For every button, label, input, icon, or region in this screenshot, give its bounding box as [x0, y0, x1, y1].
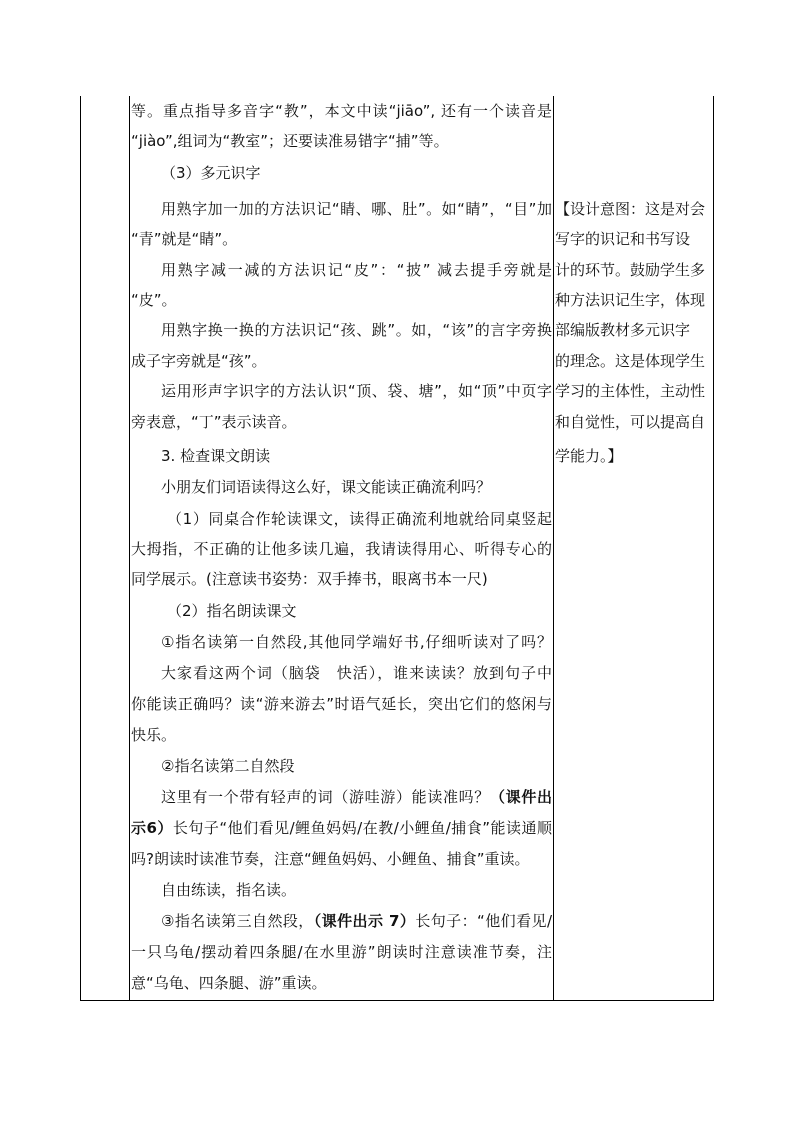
- body-text-line: [131, 911, 552, 931]
- body-text-line: “青”就是“睛”。: [131, 230, 238, 248]
- body-text-line: 运用形声字识字的方法认识“顶、袋、塘”，如“顶”中页字: [161, 382, 552, 400]
- body-text-line: 用熟字减一减的方法识记“皮”：“披” 减去提手旁就是: [161, 261, 552, 279]
- body-text-line: 自由练读，指名读。: [161, 881, 297, 899]
- text-span: 这里有一个带有轻声的词（游哇游）能读准吗？: [161, 788, 490, 806]
- body-text-line: 意“乌龟、四条腿、游”重读。: [131, 974, 327, 992]
- design-intent-line: 和自觉性，可以提高自: [555, 413, 706, 431]
- table-border-bottom: [80, 1000, 714, 1001]
- body-text-line: （1）同桌合作轮读课文，读得正确流利地就给同桌竖起: [167, 510, 552, 528]
- design-intent-line: 学习的主体性，主动性: [555, 382, 706, 400]
- table-border-right: [713, 96, 714, 1001]
- body-text-line: 大拇指，不正确的让他多读几遍，我请读得用心、听得专心的: [131, 540, 552, 558]
- body-text-line: 快乐。: [131, 726, 177, 744]
- section-heading: ②指名读第二自然段: [161, 757, 295, 775]
- body-text-line: 成子字旁就是“孩”。: [131, 352, 267, 370]
- section-heading: （2）指名朗读课文: [167, 602, 297, 620]
- body-text-line: 吗?朗读时读准节奏，注意“鲤鱼妈妈、小鲤鱼、捕食”重读。: [131, 850, 530, 868]
- section-heading: 3. 检查课文朗读: [161, 447, 271, 465]
- table-column-divider: [553, 96, 554, 1001]
- body-text-line: 大家看这两个词（脑袋 快活），谁来读读？放到句子中: [161, 664, 552, 682]
- body-text-line: “皮”。: [131, 291, 177, 309]
- body-text-line: 一只乌龟/摆动着四条腿/在水里游”朗读时注意读准节奏，注: [131, 943, 552, 961]
- body-text-line: 用熟字换一换的方法识记“孩、跳”。如，“该”的言字旁换: [161, 321, 552, 339]
- text-span: 长句子“他们看见/鲤鱼妈妈/在教/小鲤鱼/捕食”能读通顺: [172, 819, 552, 837]
- design-intent-line: 种方法识记生字，体现: [555, 291, 706, 309]
- table-column-divider: [129, 96, 130, 1001]
- body-text-line: [131, 818, 552, 838]
- body-text-line: 你能读正确吗？读“游来游去”时语气延长，突出它们的悠闲与: [131, 695, 552, 713]
- text-span: 长句子：“他们看见/: [415, 912, 553, 930]
- bold-text-span: （课件出: [489, 788, 552, 806]
- body-text-line: 同学展示。(注意读书姿势：双手捧书，眼离书本一尺): [131, 570, 488, 588]
- body-text-line: 等。重点指导多音字“教”，本文中读“jiāo”, 还有一个读音是: [131, 102, 552, 120]
- text-span: ③指名读第三自然段，: [161, 912, 314, 930]
- body-text-line: ①指名读第一自然段,其他同学端好书,仔细听读对了吗？: [161, 633, 552, 651]
- body-text-line: 小朋友们词语读得这么好，课文能读正确流利吗？: [161, 478, 492, 496]
- table-border-left: [80, 96, 81, 1001]
- design-intent-line: 的理念。这是体现学生: [555, 352, 706, 370]
- design-intent-line: 计的环节。鼓励学生多: [555, 261, 706, 279]
- bold-text-span: 示6）: [131, 819, 173, 837]
- section-heading: （3）多元识字: [161, 164, 261, 182]
- body-text-line: 旁表意，“丁”表示读音。: [131, 413, 297, 431]
- body-text-line: [131, 787, 552, 807]
- design-intent-line: 【设计意图：这是对会: [555, 200, 706, 218]
- design-intent-line: 部编版教材多元识字: [555, 321, 691, 339]
- body-text-line: “jiào”,组词为“教室”；还要读准易错字“捕”等。: [131, 132, 449, 150]
- bold-text-span: （课件出示 7）: [313, 912, 416, 930]
- body-text-line: 用熟字加一加的方法识记“睛、哪、肚”。如“睛”，“目”加: [161, 200, 552, 218]
- design-intent-line: 写字的识记和书写设: [555, 230, 691, 248]
- design-intent-line: 学能力。】: [555, 447, 623, 465]
